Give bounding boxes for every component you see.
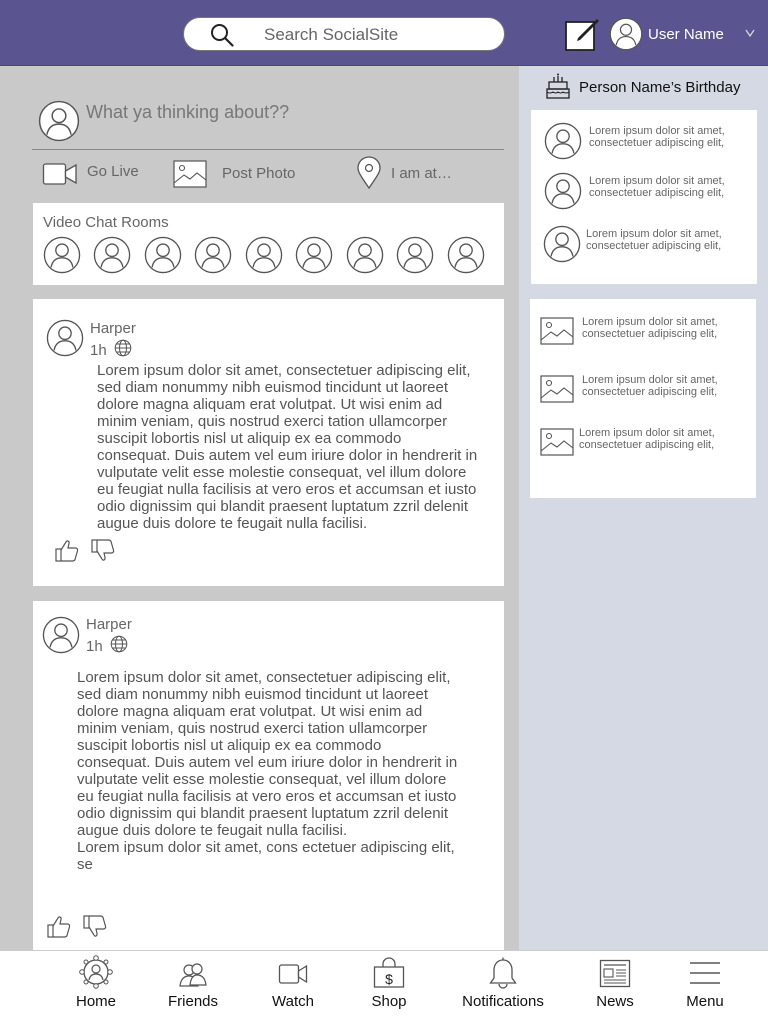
chat-room-avatar-icon[interactable] bbox=[346, 236, 384, 274]
search-icon bbox=[210, 23, 234, 47]
user-name: User Name bbox=[648, 26, 724, 43]
chat-room-avatar-icon[interactable] bbox=[245, 236, 283, 274]
video-chat-rooms-title: Video Chat Rooms bbox=[43, 214, 169, 231]
nav-friends[interactable]: Friends bbox=[163, 951, 223, 1024]
nav-menu[interactable]: Menu bbox=[675, 951, 735, 1024]
top-bar bbox=[0, 0, 768, 66]
nav-news[interactable]: News bbox=[585, 951, 645, 1024]
watch-icon bbox=[278, 961, 308, 987]
birthday-item[interactable] bbox=[531, 225, 751, 265]
bottom-nav bbox=[0, 950, 768, 1024]
like-icon[interactable] bbox=[54, 538, 80, 564]
post-body: Lorem ipsum dolor sit amet, consectetuer adipiscing elit, sed diam nonummy nibh euismod tincidunt ut laoreet dolore magna aliquam erat volutpat. Ut wisi enim ad minim veniam, quis nostrud exerci tation ullamcorper suscipit lobortis nisl ut aliquip ex ea commodo consequat. Duis autem vel eum iriure dolor in hendrerit in vulputate velit esse molestie consequat, vel illum dolore eu feugiat nulla facilisis at vero eros et accumsan et iusto odio dignissim qui blandit praesent luptatum zzril delenit augue duis dolore te feugait nulla facilisi. bbox=[97, 362, 478, 532]
birthday-header bbox=[544, 72, 764, 102]
avatar-icon bbox=[38, 100, 80, 142]
birthday-item[interactable] bbox=[531, 172, 751, 212]
chat-room-avatar-icon[interactable] bbox=[194, 236, 232, 274]
image-icon bbox=[540, 317, 574, 345]
search-box[interactable] bbox=[183, 17, 505, 51]
nav-watch[interactable]: Watch bbox=[263, 951, 323, 1024]
feed-post bbox=[33, 299, 504, 586]
image-item[interactable] bbox=[530, 371, 750, 411]
birthday-title: Person Name’s Birthday bbox=[579, 79, 741, 96]
dislike-icon[interactable] bbox=[82, 913, 108, 939]
photo-icon bbox=[173, 160, 207, 188]
post-time: 1h bbox=[86, 638, 103, 655]
divider bbox=[32, 149, 504, 150]
video-camera-icon bbox=[42, 159, 78, 189]
nav-notifications[interactable]: Notifications bbox=[453, 951, 553, 1024]
birthday-item-text: Lorem ipsum dolor sit amet, consectetuer adipiscing elit, bbox=[589, 125, 725, 149]
i-am-at-button[interactable]: I am at… bbox=[356, 156, 466, 192]
chat-room-avatar-icon[interactable] bbox=[447, 236, 485, 274]
chat-room-avatar-icon[interactable] bbox=[295, 236, 333, 274]
location-pin-icon bbox=[356, 156, 382, 190]
birthday-item-text: Lorem ipsum dolor sit amet, consectetuer adipiscing elit, bbox=[586, 228, 722, 252]
post-author[interactable]: Harper bbox=[90, 320, 136, 337]
avatar-icon bbox=[543, 225, 581, 263]
post-photo-button[interactable]: Post Photo bbox=[173, 156, 313, 192]
compose-icon[interactable] bbox=[564, 16, 600, 52]
video-chat-rooms bbox=[33, 203, 504, 285]
friends-icon bbox=[178, 961, 208, 989]
dislike-icon[interactable] bbox=[90, 537, 116, 563]
author-avatar-icon[interactable] bbox=[46, 319, 84, 357]
menu-icon bbox=[689, 961, 721, 987]
chat-room-avatar-icon[interactable] bbox=[144, 236, 182, 274]
avatar-icon bbox=[544, 172, 582, 210]
post-composer bbox=[32, 88, 504, 198]
post-body: Lorem ipsum dolor sit amet, consectetuer adipiscing elit, sed diam nonummy nibh euismod tincidunt ut laoreet dolore magna aliquam erat volutpat. Ut wisi enim ad minim veniam, quis nostrud exerci tation ullamcorper suscipit lobortis nisl ut aliquip ex ea commodo consequat. Duis autem vel eum iriure dolor in hendrerit in vulputate velit esse molestie consequat, vel illum dolore eu feugiat nulla facilisis at vero eros et accumsan et iusto odio dignissim qui blandit praesent luptatum zzril delenit augue duis dolore te feugait nulla facilisi. Lorem ipsum dolor sit amet, cons ectetuer adipiscing elit, se bbox=[77, 669, 458, 873]
image-item[interactable] bbox=[530, 424, 750, 464]
nav-shop[interactable]: $ Shop bbox=[359, 951, 419, 1024]
svg-text:$: $ bbox=[385, 971, 393, 987]
image-panel bbox=[530, 299, 756, 498]
nav-home[interactable]: Home bbox=[66, 951, 126, 1024]
image-icon bbox=[540, 428, 574, 456]
image-item-text: Lorem ipsum dolor sit amet, consectetuer adipiscing elit, bbox=[582, 374, 718, 398]
search-input[interactable] bbox=[264, 24, 484, 46]
chevron-down-icon[interactable] bbox=[745, 29, 755, 37]
user-avatar-icon bbox=[609, 17, 643, 51]
bell-icon bbox=[488, 957, 518, 989]
chat-room-avatar-icon[interactable] bbox=[396, 236, 434, 274]
image-item-text: Lorem ipsum dolor sit amet, consectetuer adipiscing elit, bbox=[582, 316, 718, 340]
user-menu[interactable] bbox=[609, 17, 759, 51]
globe-icon bbox=[110, 635, 128, 653]
home-icon bbox=[79, 955, 113, 989]
birthday-panel bbox=[531, 110, 757, 284]
image-icon bbox=[540, 375, 574, 403]
status-input[interactable] bbox=[86, 100, 486, 124]
avatar-icon bbox=[544, 122, 582, 160]
feed-post bbox=[33, 601, 504, 950]
post-time: 1h bbox=[90, 342, 107, 359]
chat-room-avatar-icon[interactable] bbox=[43, 236, 81, 274]
image-item[interactable] bbox=[530, 313, 750, 353]
post-author[interactable]: Harper bbox=[86, 616, 132, 633]
birthday-item-text: Lorem ipsum dolor sit amet, consectetuer adipiscing elit, bbox=[589, 175, 725, 199]
author-avatar-icon[interactable] bbox=[42, 616, 80, 654]
shop-icon bbox=[373, 957, 405, 989]
go-live-button[interactable]: Go Live bbox=[42, 156, 152, 192]
globe-icon bbox=[114, 339, 132, 357]
image-item-text: Lorem ipsum dolor sit amet, consectetuer adipiscing elit, bbox=[579, 427, 715, 451]
birthday-cake-icon bbox=[544, 72, 572, 100]
news-icon bbox=[599, 959, 631, 989]
birthday-item[interactable] bbox=[531, 122, 751, 162]
like-icon[interactable] bbox=[46, 914, 72, 940]
chat-room-avatar-icon[interactable] bbox=[93, 236, 131, 274]
